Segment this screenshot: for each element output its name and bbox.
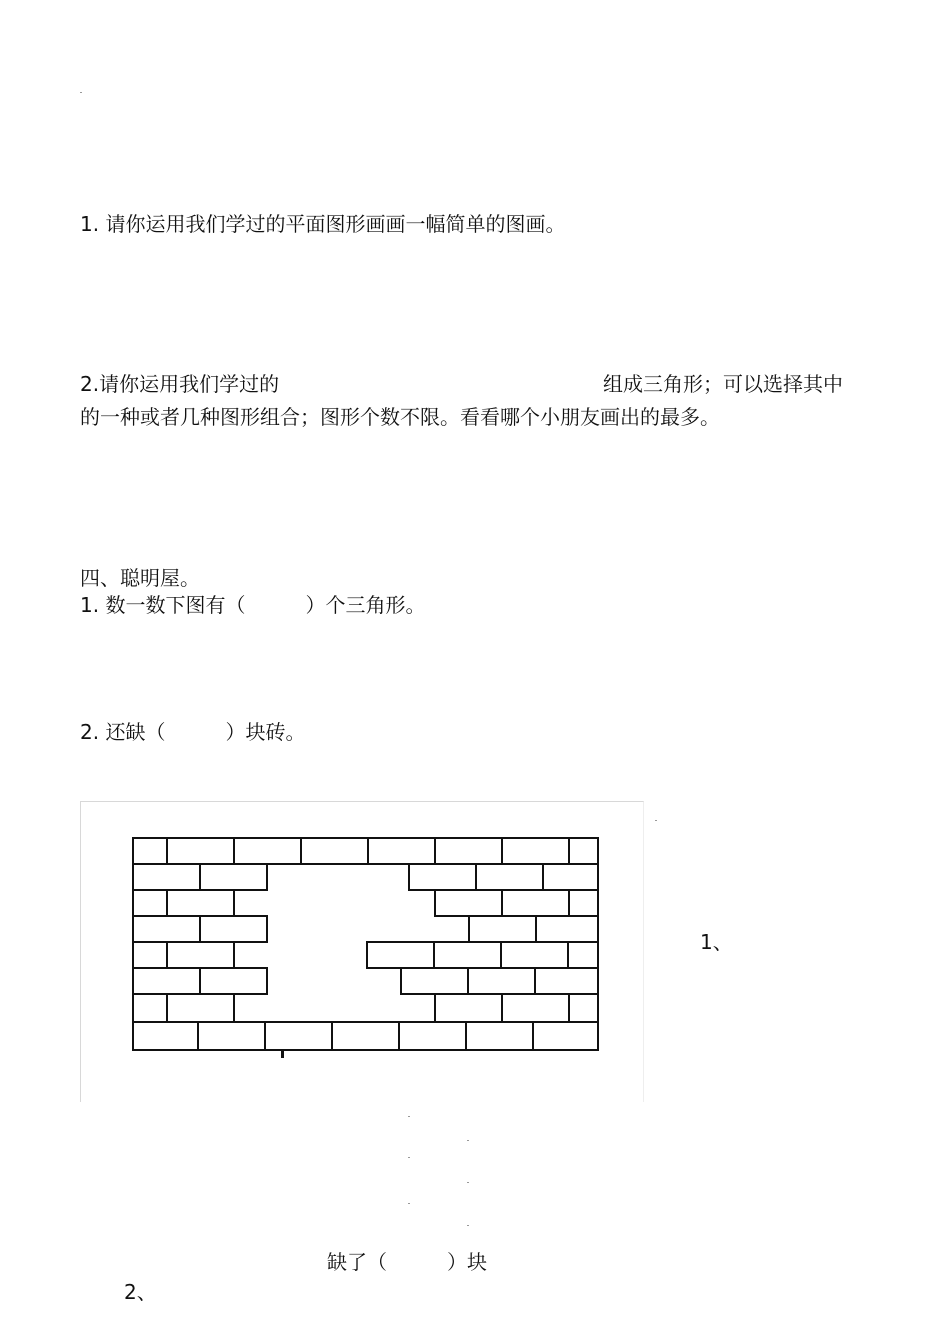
brick bbox=[434, 942, 501, 968]
stray-dot bbox=[655, 820, 657, 821]
triangle-question-2-line2: 的一种或者几种图形组合；图形个数不限。看看哪个小朋友画出的最多。 bbox=[80, 405, 720, 429]
stray-dot bbox=[467, 1182, 469, 1183]
stray-dot bbox=[408, 1203, 410, 1204]
brick bbox=[468, 968, 535, 994]
brick bbox=[133, 994, 167, 1022]
next-item-label: 2、 bbox=[124, 1280, 157, 1304]
brick bbox=[133, 890, 167, 916]
brick bbox=[409, 864, 476, 890]
brick bbox=[399, 1022, 466, 1050]
brick bbox=[568, 942, 598, 968]
stray-dot bbox=[80, 92, 82, 93]
brick bbox=[501, 942, 568, 968]
brick-wall-drawing bbox=[81, 802, 643, 1102]
brick bbox=[133, 968, 200, 994]
brick bbox=[401, 968, 468, 994]
brick-wall-figure bbox=[80, 801, 644, 1102]
brick bbox=[502, 994, 569, 1022]
brick bbox=[368, 838, 435, 864]
brick bbox=[133, 864, 200, 890]
brick bbox=[502, 890, 569, 916]
brick bbox=[536, 916, 598, 942]
stray-dot bbox=[467, 1225, 469, 1226]
brick bbox=[265, 1022, 332, 1050]
section-heading-smart-house: 四、聪明屋。 bbox=[80, 566, 200, 590]
brick bbox=[167, 994, 234, 1022]
stray-dot bbox=[408, 1116, 410, 1117]
brick bbox=[200, 864, 267, 890]
brick bbox=[466, 1022, 533, 1050]
brick bbox=[435, 838, 502, 864]
brick bbox=[502, 838, 569, 864]
brick bbox=[435, 890, 502, 916]
brick bbox=[133, 1022, 198, 1050]
brick bbox=[367, 942, 434, 968]
brick bbox=[569, 838, 598, 864]
brick bbox=[569, 994, 598, 1022]
brick bbox=[200, 968, 267, 994]
brick bbox=[234, 838, 301, 864]
brick bbox=[569, 890, 598, 916]
brick bbox=[301, 838, 368, 864]
triangle-question-2-part1: 2.请你运用我们学过的 bbox=[80, 372, 280, 396]
brick bbox=[535, 968, 598, 994]
brick bbox=[167, 942, 234, 968]
brick bbox=[167, 838, 234, 864]
count-triangles-question: 1. 数一数下图有（ ）个三角形。 bbox=[80, 593, 426, 617]
brick bbox=[133, 916, 200, 942]
bottom-tick-mark bbox=[281, 1050, 284, 1058]
stray-dot bbox=[467, 1140, 469, 1141]
brick bbox=[167, 890, 234, 916]
brick bbox=[543, 864, 598, 890]
brick bbox=[198, 1022, 265, 1050]
brick bbox=[133, 838, 167, 864]
brick bbox=[133, 942, 167, 968]
wall-outline bbox=[133, 838, 598, 1050]
brick bbox=[533, 1022, 598, 1050]
stray-dot bbox=[408, 1157, 410, 1158]
brick bbox=[332, 1022, 399, 1050]
missing-bricks-answer-line: 缺了（ ）块 bbox=[327, 1250, 487, 1274]
drawing-question-1: 1. 请你运用我们学过的平面图形画画一幅简单的图画。 bbox=[80, 212, 566, 236]
brick bbox=[200, 916, 267, 942]
brick bbox=[476, 864, 543, 890]
triangle-question-2-part2: 组成三角形；可以选择其中 bbox=[603, 372, 843, 396]
brick bbox=[435, 994, 502, 1022]
brick bbox=[469, 916, 536, 942]
missing-bricks-question: 2. 还缺（ ）块砖。 bbox=[80, 720, 306, 744]
figure-side-label: 1、 bbox=[700, 930, 733, 954]
